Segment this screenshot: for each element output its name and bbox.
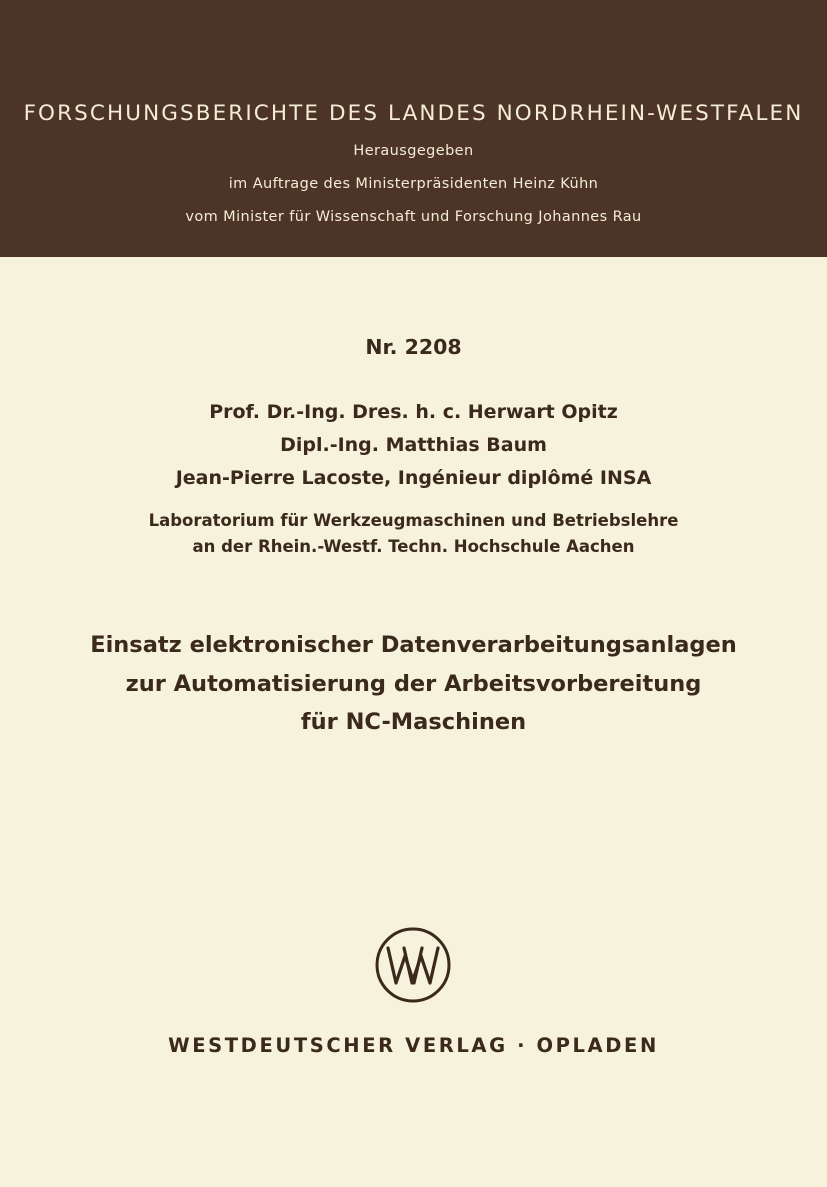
series-title: FORSCHUNGSBERICHTE DES LANDES NORDRHEIN-WESTFALEN	[23, 101, 804, 126]
author-line: Dipl.-Ing. Matthias Baum	[280, 434, 547, 456]
author-line: Jean-Pierre Lacoste, Ingénieur diplômé INSA	[175, 467, 652, 489]
book-title-line: zur Automatisierung der Arbeitsvorbereitung	[125, 671, 702, 697]
author-line: Prof. Dr.-Ing. Dres. h. c. Herwart Opitz	[209, 401, 618, 423]
header-band	[0, 0, 827, 257]
report-number: Nr. 2208	[365, 335, 462, 359]
institution-line: Laboratorium für Werkzeugmaschinen und Betriebslehre	[148, 511, 679, 530]
header-line-minister: vom Minister für Wissenschaft und Forschung Johannes Rau	[185, 209, 642, 225]
book-title-line: für NC-Maschinen	[300, 709, 527, 735]
book-title-line: Einsatz elektronischer Datenverarbeitungsanlagen	[90, 632, 737, 658]
publisher-imprint: WESTDEUTSCHER VERLAG · OPLADEN	[168, 1034, 659, 1057]
institution-line: an der Rhein.-Westf. Techn. Hochschule Aachen	[192, 537, 635, 556]
header-line-published: Herausgegeben	[353, 143, 474, 159]
publisher-ww-logo-icon	[374, 926, 452, 1004]
header-line-commission: im Auftrage des Ministerpräsidenten Heinz Kühn	[228, 176, 599, 192]
